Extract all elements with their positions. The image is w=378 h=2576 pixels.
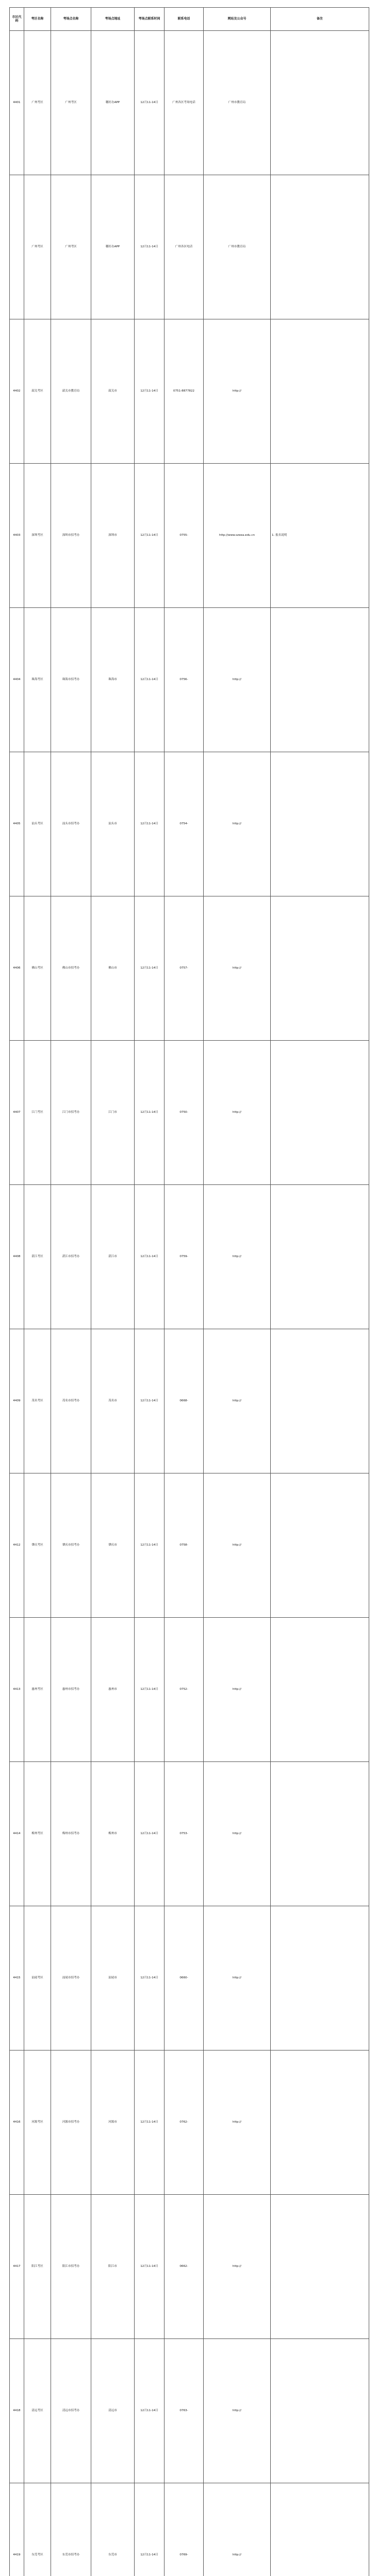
column-header: 考场点名称 xyxy=(51,8,91,31)
table-cell-site: 深圳市招考办 xyxy=(51,464,91,608)
table-row xyxy=(10,1618,369,1762)
table-cell-phone: 0756- xyxy=(165,608,204,752)
table-cell-phone: 0662- xyxy=(165,2195,204,2339)
table-cell-phone: 0769- xyxy=(165,2483,204,2576)
table-cell-time: 12月11-14日 xyxy=(135,31,165,175)
table-cell-addr: 惠州市 xyxy=(91,1618,135,1762)
table-cell-code: 4418 xyxy=(10,2339,24,2483)
table-cell-area: 韶关考区 xyxy=(24,319,51,464)
table-cell-note xyxy=(271,1473,369,1618)
column-header: 联系电话 xyxy=(165,8,204,31)
table-cell-area: 湛江考区 xyxy=(24,1185,51,1329)
table-row xyxy=(10,1473,369,1618)
table-cell-web: http:// xyxy=(204,1041,271,1185)
table-cell-code: 4408 xyxy=(10,1185,24,1329)
table-row xyxy=(10,1906,369,2050)
table-cell-note xyxy=(271,175,369,319)
table-cell-note xyxy=(271,1906,369,2050)
table-cell-addr: 韶关市 xyxy=(91,319,135,464)
table-cell-code: 4413 xyxy=(10,1618,24,1762)
table-cell-addr: 穗好办APP xyxy=(91,175,135,319)
table-cell-phone: 0755- xyxy=(165,464,204,608)
table-cell-time: 12月11-14日 xyxy=(135,1906,165,2050)
table-cell-web: http://www.szeea.edu.cn xyxy=(204,464,271,608)
table-cell-addr: 肇庆市 xyxy=(91,1473,135,1618)
table-cell-area: 江门考区 xyxy=(24,1041,51,1185)
table-cell-note xyxy=(271,752,369,896)
column-header: 考区名称 xyxy=(24,8,51,31)
table-cell-web: http:// xyxy=(204,1329,271,1473)
table-cell-site: 清远市招考办 xyxy=(51,2339,91,2483)
table-cell-phone: 0750- xyxy=(165,1041,204,1185)
table-cell-area: 肇庆考区 xyxy=(24,1473,51,1618)
table-body xyxy=(10,31,369,2576)
table-header-row xyxy=(10,8,369,31)
table-cell-phone: 0762- xyxy=(165,2050,204,2195)
table-row xyxy=(10,752,369,896)
table-cell-code: 4403 xyxy=(10,464,24,608)
table-row xyxy=(10,31,369,175)
column-header: 市区代码 xyxy=(10,8,24,31)
table-cell-note xyxy=(271,2483,369,2576)
table-row xyxy=(10,1041,369,1185)
table-cell-note xyxy=(271,1329,369,1473)
table-cell-addr: 珠海市 xyxy=(91,608,135,752)
column-header: 备注 xyxy=(271,8,369,31)
table-cell-code: 4414 xyxy=(10,1762,24,1906)
column-header: 网站及公众号 xyxy=(204,8,271,31)
table-cell-area: 惠州考区 xyxy=(24,1618,51,1762)
table-cell-code: 4406 xyxy=(10,896,24,1041)
table-cell-phone: 0758- xyxy=(165,1473,204,1618)
table-cell-code: 4415 xyxy=(10,1906,24,2050)
table-cell-web: http:// xyxy=(204,1762,271,1906)
table-cell-code: 4417 xyxy=(10,2195,24,2339)
table-cell-site: 佛山市招考办 xyxy=(51,896,91,1041)
table-row xyxy=(10,1762,369,1906)
table-cell-code: 4419 xyxy=(10,2483,24,2576)
table-cell-phone: 0759- xyxy=(165,1185,204,1329)
table-cell-site: 东莞市招考办 xyxy=(51,2483,91,2576)
table-cell-area: 珠海考区 xyxy=(24,608,51,752)
table-cell-web: http:// xyxy=(204,2483,271,2576)
table-cell-time: 12月11-14日 xyxy=(135,1329,165,1473)
table-cell-code: 4416 xyxy=(10,2050,24,2195)
table-cell-site: 阳江市招考办 xyxy=(51,2195,91,2339)
table-cell-web: http:// xyxy=(204,1906,271,2050)
table-row xyxy=(10,608,369,752)
column-header: 考场点地址 xyxy=(91,8,135,31)
table-cell-web: 广州市教育局 xyxy=(204,31,271,175)
table-cell-site: 湛江市招考办 xyxy=(51,1185,91,1329)
table-cell-addr: 河源市 xyxy=(91,2050,135,2195)
table-cell-area: 广州考区 xyxy=(24,175,51,319)
table-cell-phone: 0660- xyxy=(165,1906,204,2050)
table-cell-site: 广州考区 xyxy=(51,31,91,175)
table-cell-time: 12月11-14日 xyxy=(135,2483,165,2576)
table-cell-code: 4404 xyxy=(10,608,24,752)
table-cell-code: 4401 xyxy=(10,31,24,175)
table-cell-site: 惠州市招考办 xyxy=(51,1618,91,1762)
table-cell-area: 汕尾考区 xyxy=(24,1906,51,2050)
table-cell-phone: 0754- xyxy=(165,752,204,896)
table-cell-web: http:// xyxy=(204,2195,271,2339)
table-cell-phone: 0763- xyxy=(165,2339,204,2483)
table-row xyxy=(10,175,369,319)
table-cell-addr: 清远市 xyxy=(91,2339,135,2483)
table-cell-time: 12月11-14日 xyxy=(135,2050,165,2195)
table-cell-time: 12月11-14日 xyxy=(135,1041,165,1185)
table-cell-site: 肇庆市招考办 xyxy=(51,1473,91,1618)
table-cell-phone: 0668- xyxy=(165,1329,204,1473)
table-cell-site: 广州考区 xyxy=(51,175,91,319)
table-cell-note xyxy=(271,2050,369,2195)
table-cell-site: 江门市招考办 xyxy=(51,1041,91,1185)
table-cell-note xyxy=(271,1762,369,1906)
table-cell-note xyxy=(271,2339,369,2483)
table-cell-site: 河源市招考办 xyxy=(51,2050,91,2195)
table-cell-code: 4407 xyxy=(10,1041,24,1185)
table-cell-time: 12月11-14日 xyxy=(135,1185,165,1329)
table-cell-time: 12月11-14日 xyxy=(135,1762,165,1906)
table-cell-web: http:// xyxy=(204,896,271,1041)
table-cell-time: 12月11-14日 xyxy=(135,464,165,608)
table-cell-area: 河源考区 xyxy=(24,2050,51,2195)
column-header: 考场点联系时间 xyxy=(135,8,165,31)
table-cell-time: 12月11-14日 xyxy=(135,1473,165,1618)
table-cell-web: http:// xyxy=(204,608,271,752)
table-cell-web: http:// xyxy=(204,1185,271,1329)
table-cell-time: 12月11-14日 xyxy=(135,1618,165,1762)
table-cell-note: 1. 报名说明 xyxy=(271,464,369,608)
table-cell-addr: 阳江市 xyxy=(91,2195,135,2339)
table-cell-note xyxy=(271,1041,369,1185)
table-cell-addr: 茂名市 xyxy=(91,1329,135,1473)
table-cell-site: 汕尾市招考办 xyxy=(51,1906,91,2050)
table-cell-phone: 0752- xyxy=(165,1618,204,1762)
table-row xyxy=(10,464,369,608)
table-cell-area: 阳江考区 xyxy=(24,2195,51,2339)
table-cell-web: http:// xyxy=(204,2050,271,2195)
table-cell-area: 深圳考区 xyxy=(24,464,51,608)
table-cell-phone: 广州各区考场电话 xyxy=(165,31,204,175)
table-cell-area: 梅州考区 xyxy=(24,1762,51,1906)
table-cell-phone: 0751-8877822 xyxy=(165,319,204,464)
table-cell-area: 东莞考区 xyxy=(24,2483,51,2576)
table-cell-site: 韶关市教育局 xyxy=(51,319,91,464)
table-cell-addr: 梅州市 xyxy=(91,1762,135,1906)
table-cell-web: http:// xyxy=(204,319,271,464)
table-cell-code: 4405 xyxy=(10,752,24,896)
table-cell-web: http:// xyxy=(204,1473,271,1618)
table-cell-site: 汕头市招考办 xyxy=(51,752,91,896)
table-cell-time: 12月11-14日 xyxy=(135,752,165,896)
table-cell-addr: 深圳市 xyxy=(91,464,135,608)
table-cell-code: 4412 xyxy=(10,1473,24,1618)
table-cell-area: 佛山考区 xyxy=(24,896,51,1041)
table-cell-site: 珠海市招考办 xyxy=(51,608,91,752)
table-cell-note xyxy=(271,1185,369,1329)
table-cell-note xyxy=(271,1618,369,1762)
table-cell-web: http:// xyxy=(204,2339,271,2483)
table-row xyxy=(10,2339,369,2483)
table-cell-code: 4402 xyxy=(10,319,24,464)
table-cell-addr: 湛江市 xyxy=(91,1185,135,1329)
table-cell-note xyxy=(271,608,369,752)
table-cell-phone: 0757- xyxy=(165,896,204,1041)
table-cell-time: 12月11-14日 xyxy=(135,896,165,1041)
table-row xyxy=(10,2195,369,2339)
table-cell-web: http:// xyxy=(204,1618,271,1762)
table-cell-code xyxy=(10,175,24,319)
table-cell-phone: 0753- xyxy=(165,1762,204,1906)
table-row xyxy=(10,2483,369,2576)
table-cell-addr: 东莞市 xyxy=(91,2483,135,2576)
table-cell-code: 4409 xyxy=(10,1329,24,1473)
table-cell-area: 清远考区 xyxy=(24,2339,51,2483)
table-row xyxy=(10,1329,369,1473)
table-row xyxy=(10,319,369,464)
table-cell-site: 茂名市招考办 xyxy=(51,1329,91,1473)
table-cell-area: 广州考区 xyxy=(24,31,51,175)
table-cell-time: 12月11-14日 xyxy=(135,175,165,319)
table-cell-area: 茂名考区 xyxy=(24,1329,51,1473)
table-row xyxy=(10,1185,369,1329)
table-cell-addr: 汕尾市 xyxy=(91,1906,135,2050)
table-cell-note xyxy=(271,31,369,175)
table-cell-note xyxy=(271,319,369,464)
table-cell-time: 12月11-14日 xyxy=(135,2339,165,2483)
table-row xyxy=(10,896,369,1041)
table-cell-addr: 穗好办APP xyxy=(91,31,135,175)
table-cell-web: 广州市教育局 xyxy=(204,175,271,319)
table-row xyxy=(10,2050,369,2195)
table-cell-web: http:// xyxy=(204,752,271,896)
table-cell-time: 12月11-14日 xyxy=(135,2195,165,2339)
table-cell-addr: 江门市 xyxy=(91,1041,135,1185)
table-cell-addr: 佛山市 xyxy=(91,896,135,1041)
table-cell-addr: 汕头市 xyxy=(91,752,135,896)
table-cell-note xyxy=(271,896,369,1041)
exam-sites-table xyxy=(9,7,369,2576)
table-cell-phone: 广州各区电话 xyxy=(165,175,204,319)
table-cell-time: 12月11-14日 xyxy=(135,319,165,464)
table-cell-area: 汕头考区 xyxy=(24,752,51,896)
table-cell-site: 梅州市招考办 xyxy=(51,1762,91,1906)
table-cell-time: 12月11-14日 xyxy=(135,608,165,752)
table-cell-note xyxy=(271,2195,369,2339)
